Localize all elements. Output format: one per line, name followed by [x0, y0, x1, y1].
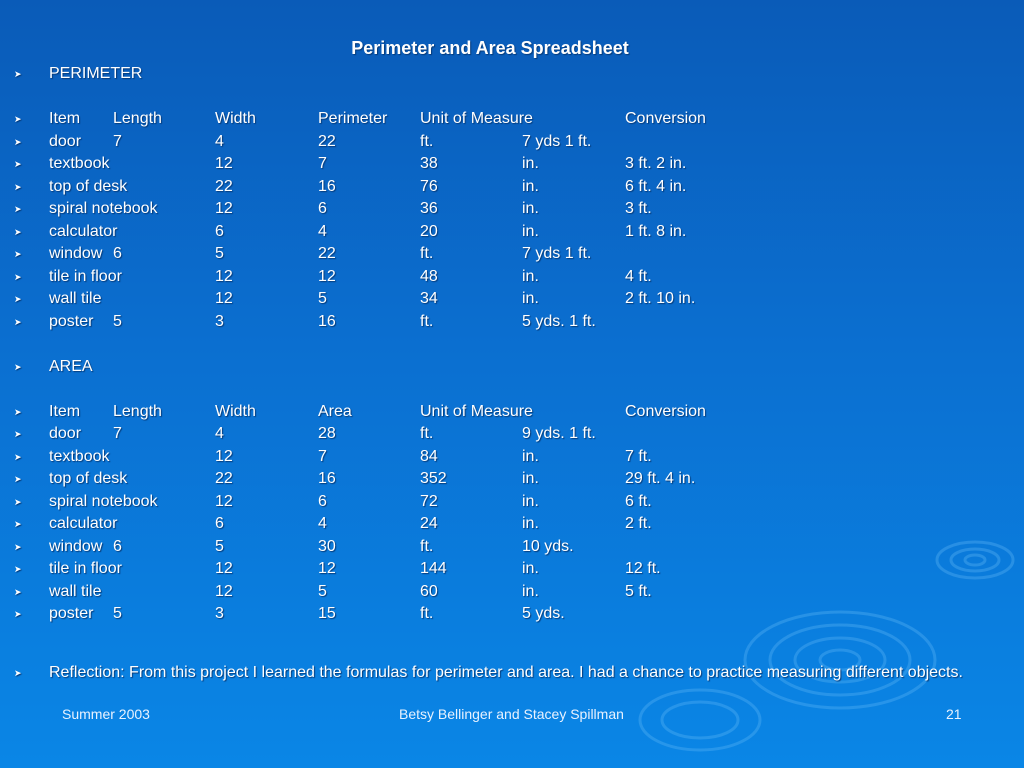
unit-cell: ft.	[420, 245, 434, 262]
area-table-row	[14, 468, 974, 491]
area-table-row	[14, 513, 974, 536]
length-cell: 12	[215, 200, 233, 217]
width-cell: 6	[318, 200, 327, 217]
item-cell: calculator	[49, 222, 118, 240]
slide-number: 21	[946, 706, 962, 722]
conversion-cell: 5 ft.	[625, 582, 652, 600]
length-cell: 12	[215, 290, 233, 307]
arrow-bullet-icon: ➤	[14, 114, 22, 124]
column-header: Perimeter	[318, 110, 388, 127]
arrow-bullet-icon: ➤	[14, 271, 22, 282]
width-cell: 7	[318, 155, 327, 172]
conversion-cell: 1 ft. 8 in.	[625, 222, 687, 240]
item-cell: wall tile	[49, 582, 102, 600]
length-cell: 7	[113, 425, 122, 442]
conversion-cell: 7 yds 1 ft.	[522, 245, 592, 262]
width-cell: 5	[318, 582, 327, 600]
length-cell: 22	[215, 177, 233, 195]
unit-cell: in.	[522, 155, 539, 172]
area-cell: 24	[420, 515, 438, 532]
length-cell: 6	[215, 222, 224, 240]
item-cell: tile in floor	[49, 560, 122, 577]
unit-cell: in.	[522, 560, 539, 577]
item-cell: tile in floor	[49, 267, 122, 285]
length-cell: 5	[113, 605, 122, 622]
area-table-row	[14, 603, 974, 626]
column-header: Length	[113, 402, 162, 420]
length-cell: 6	[113, 537, 122, 555]
column-header: Item	[49, 110, 81, 127]
slide-title: Perimeter and Area Spreadsheet	[351, 38, 629, 58]
footer-date: Summer 2003	[62, 706, 150, 722]
length-cell: 12	[215, 447, 233, 465]
item-cell: top of desk	[49, 177, 128, 195]
arrow-bullet-icon: ➤	[14, 496, 22, 507]
perimeter-table-row	[14, 221, 974, 244]
column-header: Width	[215, 110, 256, 127]
area-table-row	[14, 423, 974, 446]
perimeter-table-row	[14, 131, 974, 154]
width-cell: 5	[215, 245, 224, 262]
spacer	[14, 86, 974, 109]
area-cell: 28	[318, 425, 336, 442]
conversion-cell: 6 ft. 4 in.	[625, 177, 687, 195]
area-cell: 144	[420, 560, 447, 577]
perimeter-table-row	[14, 266, 974, 289]
width-cell: 4	[318, 515, 327, 532]
width-cell: 16	[318, 470, 336, 487]
item-cell: poster	[49, 605, 94, 622]
unit-cell: ft.	[420, 132, 434, 150]
length-cell: 12	[215, 267, 233, 285]
conversion-cell: 7 yds 1 ft.	[522, 132, 592, 150]
column-header: Unit of Measure	[420, 402, 533, 420]
length-cell: 12	[215, 582, 233, 600]
width-cell: 4	[318, 222, 327, 240]
width-cell: 5	[318, 290, 327, 307]
item-cell: calculator	[49, 515, 118, 532]
item-cell: door	[49, 132, 82, 150]
perimeter-heading: PERIMETER	[49, 65, 143, 82]
area-cell: 352	[420, 470, 447, 487]
unit-cell: ft.	[420, 605, 434, 622]
arrow-bullet-icon: ➤	[14, 519, 22, 529]
perimeter-table-row	[14, 176, 974, 199]
item-cell: window	[49, 537, 103, 555]
conversion-cell: 5 yds. 1 ft.	[522, 312, 596, 330]
arrow-bullet-icon: ➤	[14, 474, 22, 484]
conversion-cell: 10 yds.	[522, 537, 574, 555]
width-cell: 4	[215, 132, 224, 150]
perimeter-table-row	[14, 311, 974, 334]
length-cell: 12	[215, 560, 233, 577]
unit-cell: in.	[522, 177, 539, 195]
area-cell: 15	[318, 605, 336, 622]
arrow-bullet-icon: ➤	[14, 136, 22, 147]
item-cell: window	[49, 245, 103, 262]
column-header: Width	[215, 402, 256, 420]
width-cell: 3	[215, 605, 224, 622]
area-heading: AREA	[49, 357, 93, 375]
area-table-row	[14, 446, 974, 469]
conversion-cell: 4 ft.	[625, 267, 652, 285]
arrow-bullet-icon: ➤	[14, 429, 22, 439]
perimeter-cell: 16	[318, 312, 336, 330]
column-header: Conversion	[625, 402, 706, 420]
arrow-bullet-icon: ➤	[14, 451, 22, 462]
area-table-row	[14, 491, 974, 514]
perimeter-cell: 38	[420, 155, 438, 172]
bullet-list	[14, 63, 974, 626]
item-cell: wall tile	[49, 290, 102, 307]
perimeter-cell: 22	[318, 245, 336, 262]
item-cell: door	[49, 425, 82, 442]
perimeter-cell: 48	[420, 267, 438, 285]
area-table-row	[14, 581, 974, 604]
arrow-bullet-icon: ➤	[14, 361, 22, 372]
item-cell: spiral notebook	[49, 492, 158, 510]
width-cell: 16	[318, 177, 336, 195]
arrow-bullet-icon: ➤	[14, 668, 22, 678]
spacer	[14, 333, 974, 356]
conversion-cell: 29 ft. 4 in.	[625, 470, 696, 487]
arrow-bullet-icon: ➤	[14, 69, 22, 79]
perimeter-table-row	[14, 153, 974, 176]
perimeter-cell: 76	[420, 177, 438, 195]
unit-cell: in.	[522, 447, 539, 465]
item-cell: spiral notebook	[49, 200, 158, 217]
arrow-bullet-icon: ➤	[14, 226, 22, 237]
area-cell: 84	[420, 447, 438, 465]
unit-cell: ft.	[420, 425, 434, 442]
width-cell: 12	[318, 267, 336, 285]
area-table-row	[14, 558, 974, 581]
area-heading-row	[14, 356, 974, 379]
length-cell: 6	[215, 515, 224, 532]
conversion-cell: 3 ft.	[625, 200, 652, 217]
length-cell: 22	[215, 470, 233, 487]
unit-cell: in.	[522, 470, 539, 487]
column-header: Conversion	[625, 110, 706, 127]
arrow-bullet-icon: ➤	[14, 406, 22, 417]
unit-cell: in.	[522, 267, 539, 285]
area-cell: 72	[420, 492, 438, 510]
column-header: Unit of Measure	[420, 110, 533, 127]
column-header: Area	[318, 402, 352, 420]
length-cell: 12	[215, 155, 233, 172]
arrow-bullet-icon: ➤	[14, 294, 22, 304]
area-table-row	[14, 536, 974, 559]
perimeter-table-row	[14, 243, 974, 266]
width-cell: 5	[215, 537, 224, 555]
width-cell: 12	[318, 560, 336, 577]
arrow-bullet-icon: ➤	[14, 204, 22, 214]
footer-authors: Betsy Bellinger and Stacey Spillman	[399, 706, 624, 722]
perimeter-table-row	[14, 288, 974, 311]
arrow-bullet-icon: ➤	[14, 586, 22, 597]
unit-cell: in.	[522, 200, 539, 217]
reflection-text: Reflection: From this project I learned the formulas for perimeter and area. I had a chance to practice measuring different objects.	[49, 664, 963, 681]
perimeter-cell: 36	[420, 200, 438, 217]
conversion-cell: 5 yds.	[522, 605, 565, 622]
unit-cell: ft.	[420, 312, 434, 330]
unit-cell: in.	[522, 515, 539, 532]
unit-cell: in.	[522, 582, 539, 600]
area-header-row	[14, 401, 974, 424]
unit-cell: ft.	[420, 537, 434, 555]
unit-cell: in.	[522, 492, 539, 510]
width-cell: 7	[318, 447, 327, 465]
perimeter-cell: 22	[318, 132, 336, 150]
arrow-bullet-icon: ➤	[14, 609, 22, 619]
area-cell: 60	[420, 582, 438, 600]
spacer	[14, 378, 974, 401]
item-cell: textbook	[49, 447, 110, 465]
arrow-bullet-icon: ➤	[14, 249, 22, 259]
area-cell: 30	[318, 537, 336, 555]
conversion-cell: 3 ft. 2 in.	[625, 155, 687, 172]
arrow-bullet-icon: ➤	[14, 159, 22, 169]
perimeter-heading-row	[14, 63, 974, 86]
perimeter-cell: 20	[420, 222, 438, 240]
column-header: Length	[113, 110, 162, 127]
length-cell: 6	[113, 245, 122, 262]
length-cell: 12	[215, 492, 233, 510]
width-cell: 6	[318, 492, 327, 510]
conversion-cell: 2 ft. 10 in.	[625, 290, 696, 307]
conversion-cell: 7 ft.	[625, 447, 652, 465]
item-cell: textbook	[49, 155, 110, 172]
conversion-cell: 6 ft.	[625, 492, 652, 510]
conversion-cell: 2 ft.	[625, 515, 652, 532]
item-cell: top of desk	[49, 470, 128, 487]
unit-cell: in.	[522, 290, 539, 307]
perimeter-cell: 34	[420, 290, 438, 307]
arrow-bullet-icon: ➤	[14, 316, 22, 327]
length-cell: 5	[113, 312, 122, 330]
conversion-cell: 12 ft.	[625, 560, 661, 577]
arrow-bullet-icon: ➤	[14, 541, 22, 552]
perimeter-header-row	[14, 108, 974, 131]
width-cell: 4	[215, 425, 224, 442]
arrow-bullet-icon: ➤	[14, 564, 22, 574]
column-header: Item	[49, 402, 81, 420]
item-cell: poster	[49, 312, 94, 330]
width-cell: 3	[215, 312, 224, 330]
unit-cell: in.	[522, 222, 539, 240]
length-cell: 7	[113, 132, 122, 150]
perimeter-table-row	[14, 198, 974, 221]
conversion-cell: 9 yds. 1 ft.	[522, 425, 596, 442]
arrow-bullet-icon: ➤	[14, 181, 22, 192]
